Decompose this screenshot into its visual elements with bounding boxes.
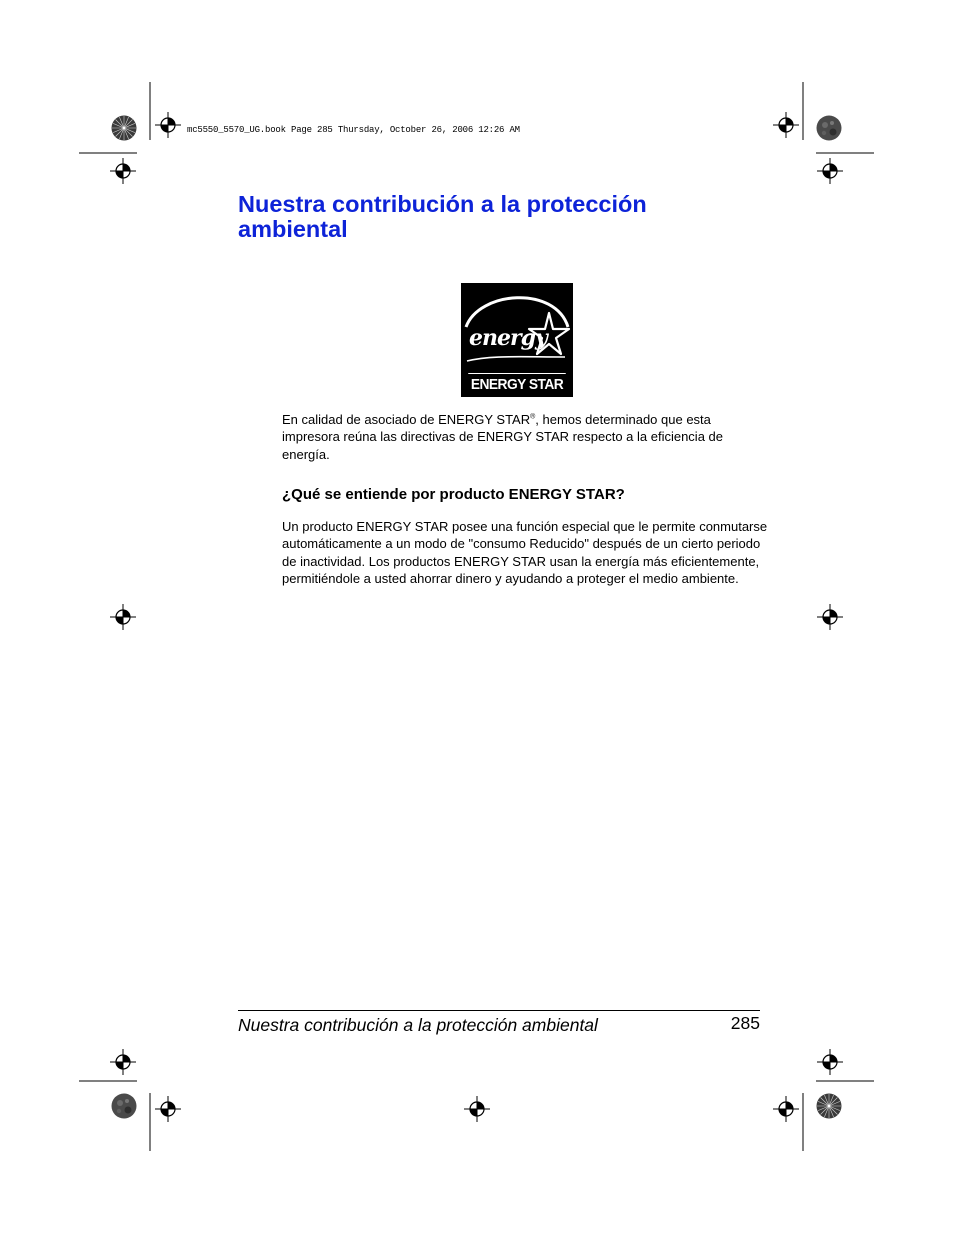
body-paragraph: Un producto ENERGY STAR posee una función especial que le permite conmutarse automáticamente a un modo de "consumo Reducido" después de un cierto periodo de inactividad. Los productos ENERGY STAR usan la energía más eficientemente, permitiéndole a usted ahorrar dinero y ayudando a proteger el medio ambiente. [282, 519, 768, 587]
registration-mark [817, 158, 843, 184]
print-slug: mc5550_5570_UG.book Page 285 Thursday, October 26, 2006 12:26 AM [187, 125, 520, 135]
starburst-mark [112, 116, 137, 141]
intro-text-continued: , hemos determinado que esta impresora reúna las directivas de ENERGY STAR respecto a la eficiencia de energía. [282, 412, 723, 462]
registration-mark [464, 1096, 490, 1122]
intro-paragraph [282, 411, 768, 463]
crop-mark [79, 1081, 150, 1151]
registration-mark [773, 1096, 799, 1122]
starburst-mark [817, 1094, 842, 1119]
page-title-line: ambiental [238, 216, 348, 242]
energy-star-label: ENERGY STAR [468, 373, 566, 396]
registration-mark [110, 604, 136, 630]
intro-text: En calidad de asociado de ENERGY STAR [282, 412, 531, 427]
registered-mark: ® [530, 413, 536, 421]
crop-mark [803, 82, 874, 153]
halftone-mark [817, 116, 842, 141]
registration-mark [817, 604, 843, 630]
footer-divider [238, 1010, 760, 1011]
page-title [238, 192, 778, 242]
footer-title: Nuestra contribución a la protección ambiental [238, 1015, 598, 1035]
energy-script-word: energy [469, 325, 547, 351]
page-title-line: Nuestra contribución a la protección [238, 191, 647, 217]
page-number: 285 [730, 1013, 760, 1033]
crop-mark [803, 1081, 874, 1151]
energy-star-logo [461, 283, 573, 397]
registration-mark [110, 158, 136, 184]
halftone-mark [112, 1094, 137, 1119]
registration-mark [773, 112, 799, 138]
registration-mark [155, 112, 181, 138]
section-heading: ¿Qué se entiende por producto ENERGY STAR? [282, 486, 625, 503]
registration-mark [155, 1096, 181, 1122]
registration-mark [110, 1049, 136, 1075]
crop-mark [79, 82, 150, 153]
registration-mark [817, 1049, 843, 1075]
